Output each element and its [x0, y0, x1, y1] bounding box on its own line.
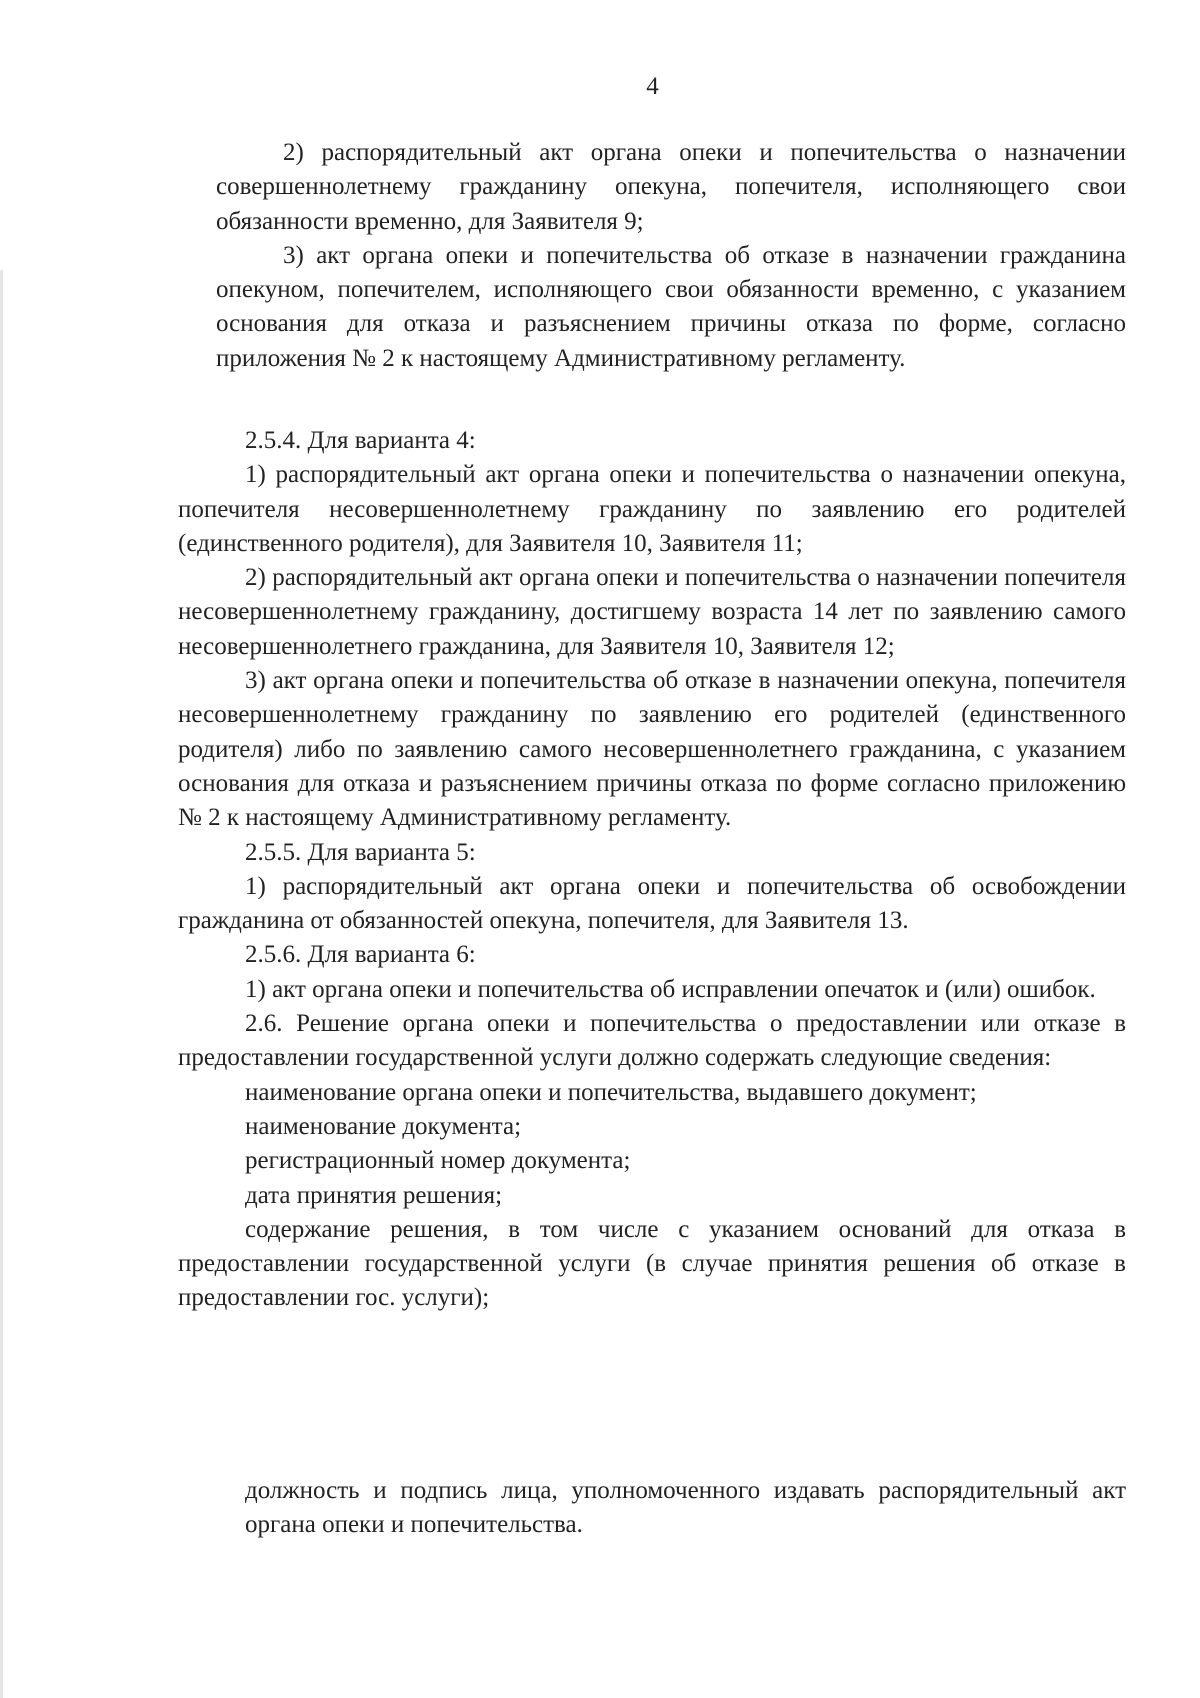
paragraph: 2) распорядительный акт органа опеки и попечительства о назначении попечителя несовершеннолетнему гражданину, достигшему возраста 14 лет по заявлению самого несовершеннолетнего гражданина, для Заявителя 10, Заявителя 12;	[178, 564, 1126, 660]
paragraph: 2.6. Решение органа опеки и попечительства о предоставлении или отказе в предоставлении государственной услуги должно содержать следующие сведения:	[178, 1010, 1126, 1072]
paragraph: 1) распорядительный акт органа опеки и попечительства о назначении опекуна, попечителя несовершеннолетнему гражданину по заявлению его родителей (единственного родителя), для Заявителя 10, Заявителя 11;	[178, 461, 1126, 557]
paragraph: 2.5.5. Для варианта 5:	[245, 838, 476, 866]
paragraph: содержание решения, в том числе с указанием оснований для отказа в предоставлении государственной услуги (в случае принятия решения об отказе в предоставлении гос. услуги);	[178, 1215, 1126, 1312]
paragraph: должность и подпись лица, уполномоченного издавать распорядительный акт органа опеки и попечительства.	[245, 1477, 1126, 1539]
text-block-signature	[178, 1474, 1126, 1543]
paragraph: дата принятия решения;	[245, 1181, 503, 1209]
page-number: 4	[646, 73, 659, 100]
paragraph: наименование органа опеки и попечительства, выдавшего документ;	[245, 1078, 977, 1106]
paragraph: 2.5.6. Для варианта 6:	[245, 941, 476, 969]
paragraph: 1) распорядительный акт органа опеки и попечительства об освобождении гражданина от обязанностей опекуна, попечителя, для Заявителя 13.	[178, 872, 1126, 935]
paragraph: наименование документа;	[245, 1112, 522, 1140]
paragraph: 3) акт органа опеки и попечительства об отказе в назначении опекуна, попечителя несовершеннолетнему гражданину по заявлению его родителей (единственного родителя) либо по заявлению самого несовершеннолетнего гражданина, с указанием основания для отказа и разъяснением причины отказа по форме согласно приложению № 2 к настоящему Административному регламенту.	[178, 667, 1126, 832]
text-block-options-3	[216, 136, 1126, 376]
paragraph: регистрационный номер документа;	[245, 1147, 631, 1175]
paragraph: 1) акт органа опеки и попечительства об исправлении опечаток и (или) ошибок.	[245, 975, 1096, 1003]
paragraph: 2) распорядительный акт органа опеки и попечительства о назначении совершеннолетнему гражданину опекуна, попечителя, исполняющего свои обязанности временно, для Заявителя 9;	[216, 139, 1126, 235]
text-block-main	[178, 424, 1126, 1316]
paragraph: 2.5.4. Для варианта 4:	[245, 427, 476, 454]
scan-edge-shadow	[0, 270, 3, 1698]
paragraph: 3) акт органа опеки и попечительства об отказе в назначении гражданина опекуном, попечителем, исполняющего свои обязанности временно, с указанием основания для отказа и разъяснением причины отказа по форме, согласно приложения № 2 к настоящему Административному регламенту.	[216, 241, 1126, 372]
